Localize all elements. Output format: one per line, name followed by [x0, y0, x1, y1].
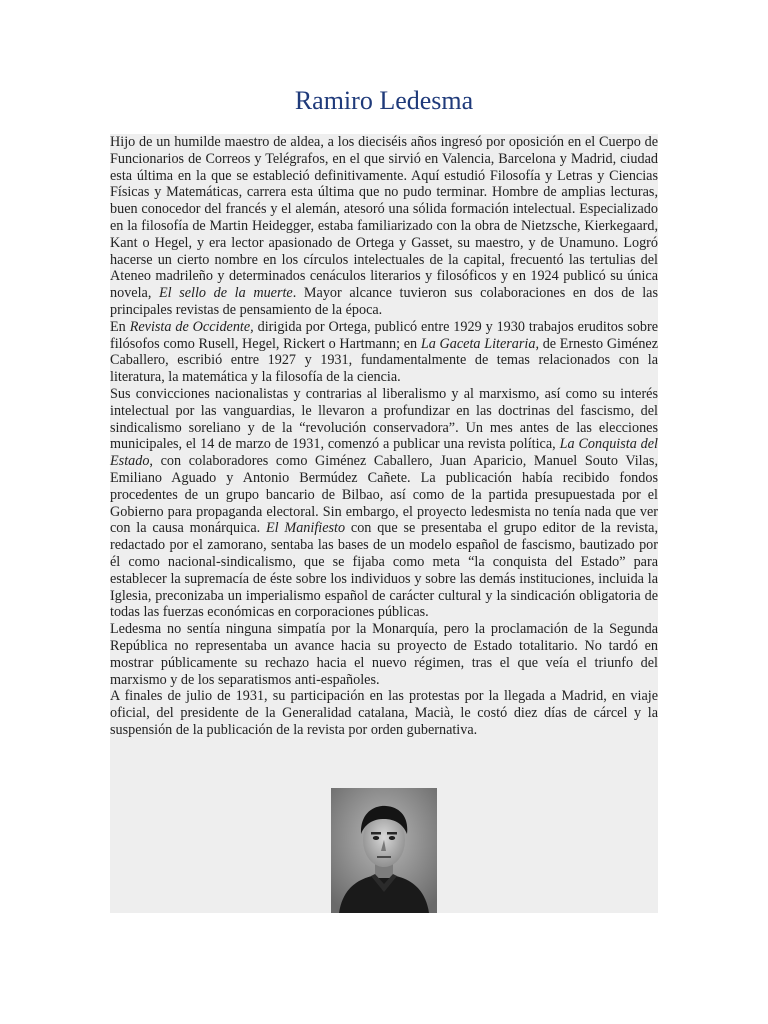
novel-title: El sello de la muerte — [159, 285, 293, 302]
paragraph-4 — [110, 621, 658, 688]
paragraph-2 — [110, 319, 658, 386]
paragraph-3-text-a: Sus convicciones nacionalistas y contrarias al liberalismo y al marxismo, así como su interés intelectual por las vanguardias, le llevaron a profundizar en las doctrinas del fascismo, del sindicalismo soreliano y de la “revolución conservadora”. Un mes antes de las elecciones municipales, el 14 de marzo de 1931, comenzó a publicar una revista política, — [110, 385, 658, 453]
paragraph-3-text-b: , con colaboradores como Giménez Caballero, Juan Aparicio, Manuel Souto Vilas, Emiliano Aguado y Antonio Bermúdez Cañete. La publicación había recibido fondos procedentes de un grupo bancario de Bilbao, así como de la partida presupuestada por el Gobierno para propaganda electoral. Sin embargo, el proyecto ledesmista no tenía nada que ver con la causa monárquica. — [110, 453, 658, 537]
paragraph-1-text-b: . Mayor alcance tuvieron sus colaboraciones en dos de las principales revistas de pensamiento de la época. — [110, 285, 658, 318]
paragraph-2-text-a: En — [110, 318, 126, 335]
paragraph-3-text-c: con que se presentaba el grupo editor de la revista, redactado por el zamorano, sentaba las bases de un modelo español de fascismo, bautizado por él como nacional-sindicalismo, que se fijaba como meta “la conquista del Estado” para establecer la supremacía de éste sobre los individuos y sobre las demás instituciones, incluida la Iglesia, preconizaba un imperialismo español de carácter cultural y la sindicación obligatoria de todas las fuerzas económicas en corporaciones públicas. — [110, 520, 659, 621]
journal-title-2: La Gaceta Literaria, — [420, 335, 539, 352]
paragraph-1 — [110, 134, 658, 319]
paragraph-2-text-c: de Ernesto Giménez Caballero, escribió entre 1927 y 1931, fundamentalmente de temas relacionados con la literatura, la matemática y la filosofía de la ciencia. — [110, 335, 659, 386]
paragraph-4-text: Ledesma no sentía ninguna simpatía por la Monarquía, pero la proclamación de la Segunda República no representaba un avance hacia su proyecto de Estado totalitario. No tardó en mostrar públicamente su rechazo hacia el nuevo régimen, tras el que veía el triunfo del marxismo y de los separatismos anti-españoles. — [110, 621, 658, 688]
article-body — [110, 134, 658, 913]
manifesto-title: El Manifiesto — [265, 520, 346, 537]
portrait-image — [331, 788, 437, 913]
magazine-title: La Conquista del Estado — [110, 436, 659, 470]
paragraph-1-text-a: Hijo de un humilde maestro de aldea, a los dieciséis años ingresó por oposición en el Cuerpo de Funcionarios de Correos y Telégrafos, en el que sirvió en Valencia, Barcelona y Madrid, ciudad esta última en la que se estableció definitivamente. Aquí estudió Filosofía y Letras y Ciencias Físicas y Matemáticas, carrera esta última que no pudo terminar. Hombre de amplias lecturas, buen conocedor del francés y el alemán, atesoró una sólida formación intelectual. Especializado en la filosofía de Martin Heidegger, estaba familiarizado con la obra de Nietzsche, Kierkegaard, Kant o Hegel, y era lector apasionado de Ortega y Gasset, su maestro, y de Unamuno. Logró hacerse un cierto nombre en los círculos intelectuales de la capital, frecuentó las tertulias del Ateneo madrileño y determinados cenáculos literarios y filosóficos y en 1924 publicó su única novela, — [110, 134, 658, 302]
page-title: Ramiro Ledesma — [294, 86, 474, 115]
paragraph-2-text-b: dirigida por Ortega, publicó entre 1929 y 1930 trabajos eruditos sobre filósofos como Rusell, Hegel, Rickert o Hartmann; en — [110, 318, 659, 352]
journal-title-1: Revista de Occidente, — [129, 318, 254, 335]
paragraph-5-text: A finales de julio de 1931, su participación en las protestas por la llegada a Madrid, en viaje oficial, del presidente de la Generalidad catalana, Macià, le costó diez días de cárcel y la suspensión de la publicación de la revista por orden gubernativa. — [110, 688, 658, 738]
paragraph-5 — [110, 688, 658, 738]
portrait-photo — [331, 788, 437, 913]
paragraph-3 — [110, 386, 658, 621]
